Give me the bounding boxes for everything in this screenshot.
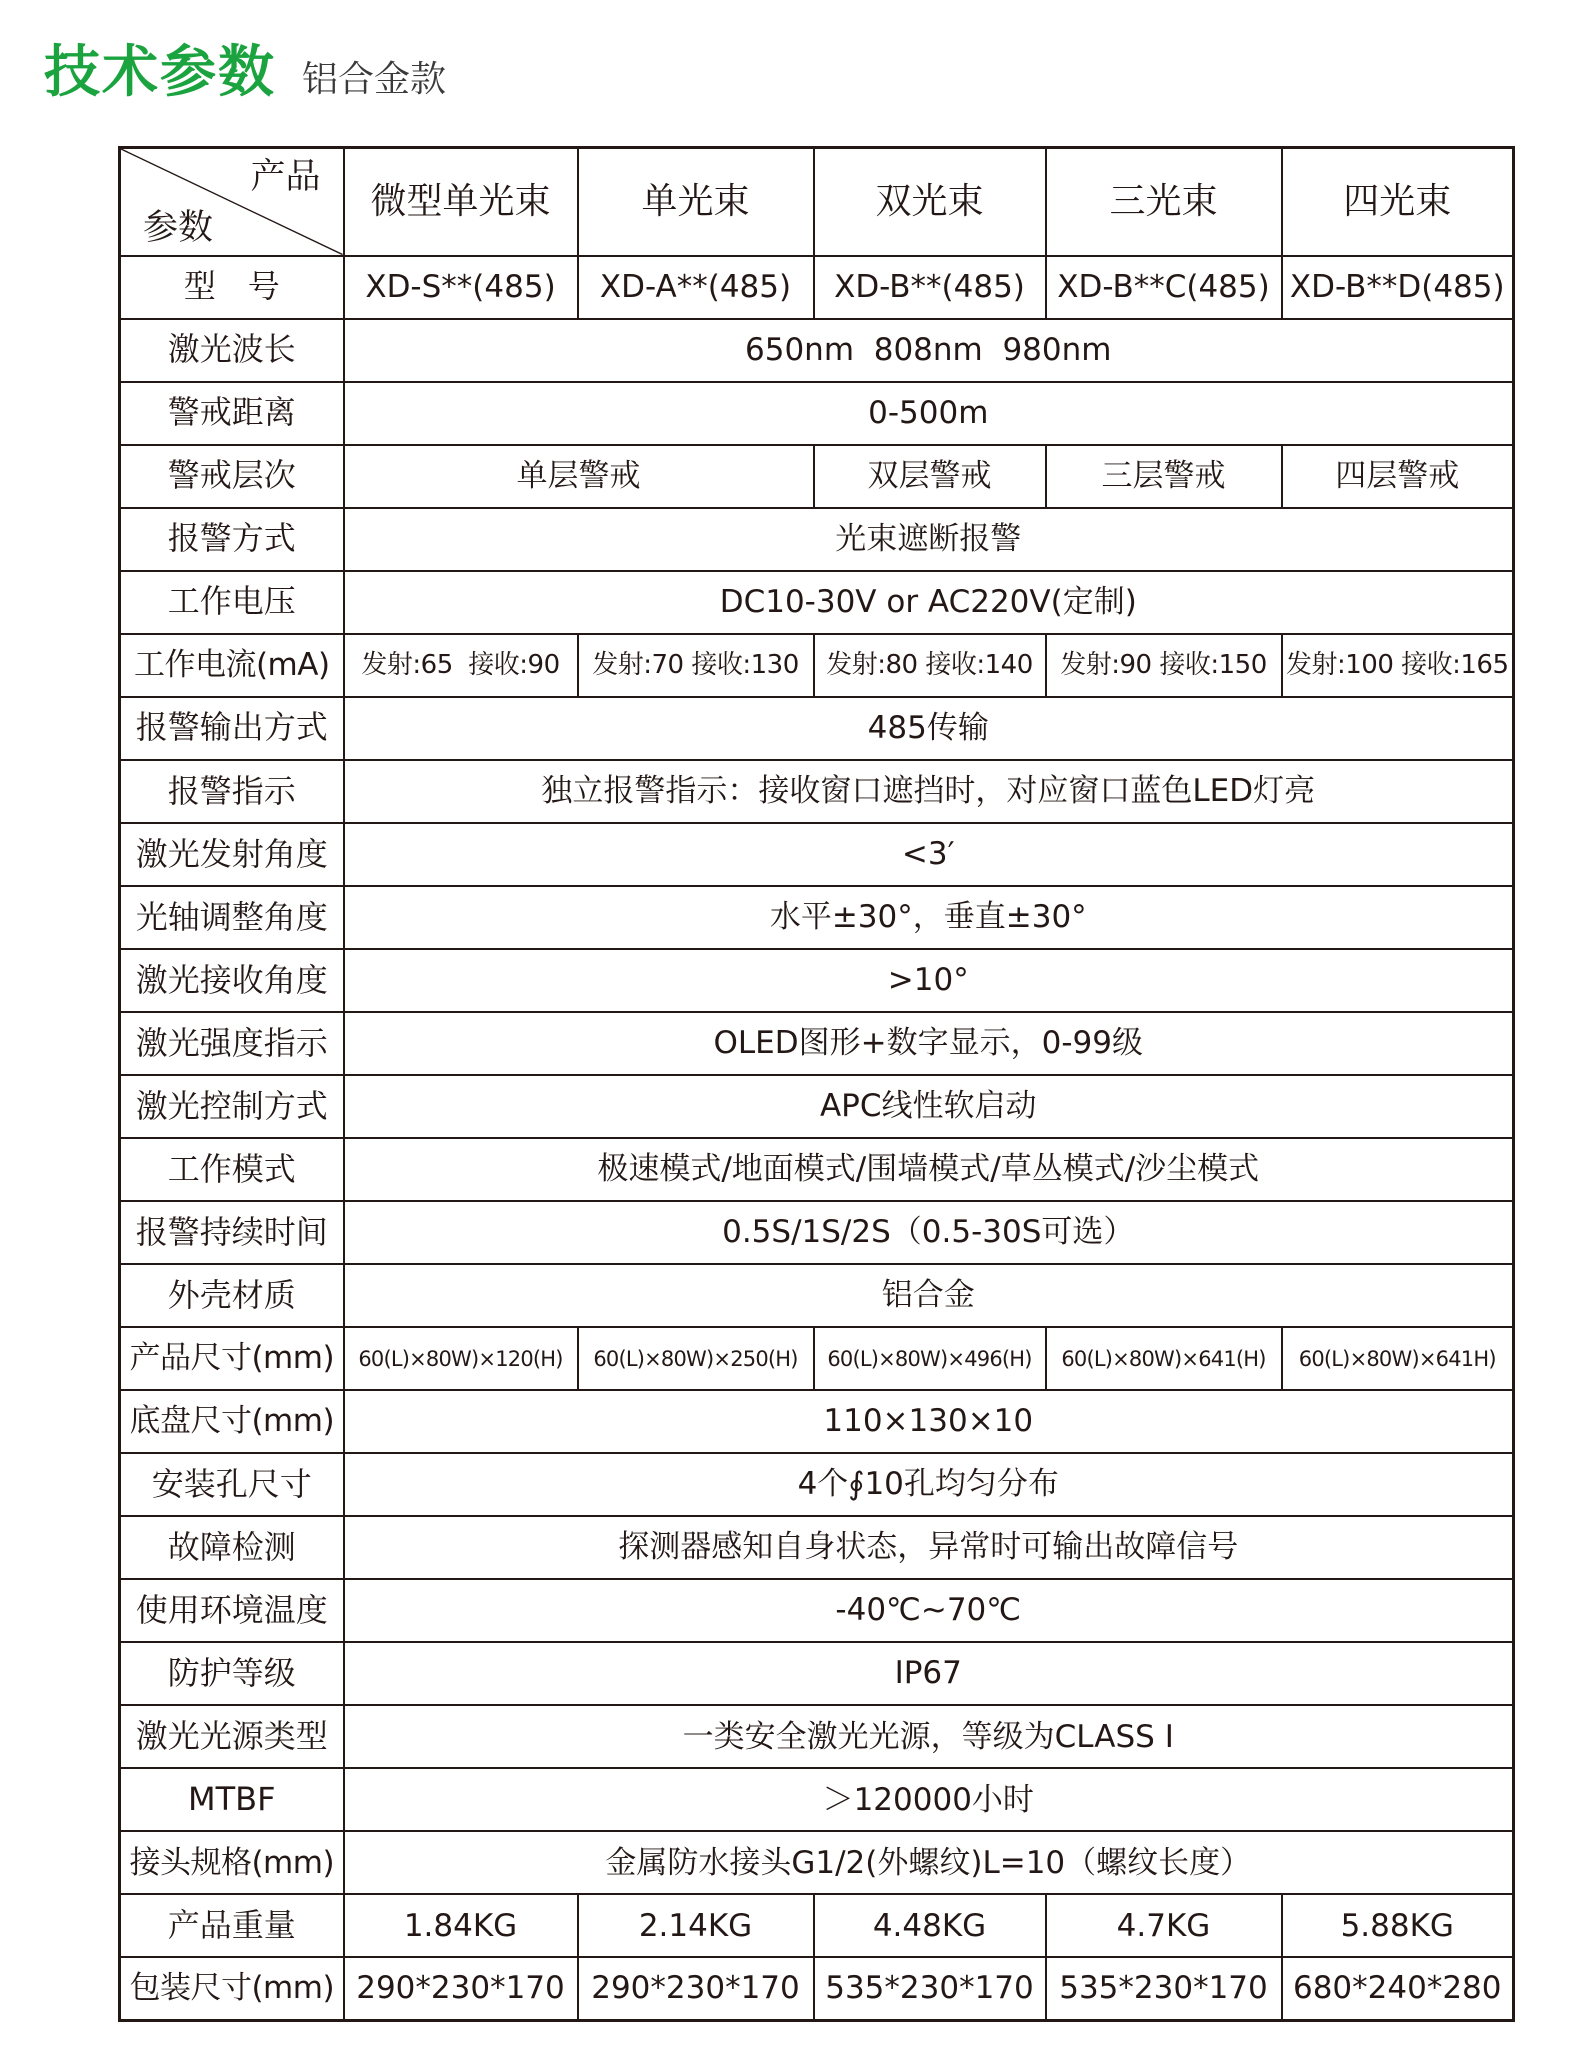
param-label: 报警输出方式: [120, 697, 344, 760]
product-header: 双光束: [814, 148, 1046, 256]
page-header: [44, 28, 446, 108]
value-cell: 290*230*170: [578, 1957, 814, 2020]
table-row: [120, 319, 1514, 382]
value-cell: 发射:90 接收:150: [1046, 634, 1282, 697]
param-label: 报警持续时间: [120, 1201, 344, 1264]
param-label: MTBF: [120, 1768, 344, 1831]
corner-cell: [120, 148, 344, 256]
page-subtitle: 铝合金款: [302, 59, 447, 100]
table-row: [120, 886, 1514, 949]
table-row: [120, 571, 1514, 634]
param-label: 底盘尺寸(mm): [120, 1390, 344, 1453]
param-label: 激光控制方式: [120, 1075, 344, 1138]
value-cell: 60(L)×80W)×641(H): [1046, 1327, 1282, 1390]
table-row: [120, 1579, 1514, 1642]
value-cell: 探测器感知自身状态，异常时可输出故障信号: [344, 1516, 1514, 1579]
table-row: [120, 1831, 1514, 1894]
table-row: [120, 508, 1514, 571]
value-cell: 发射:80 接收:140: [814, 634, 1046, 697]
table-row: [120, 1201, 1514, 1264]
value-cell: OLED图形+数字显示，0-99级: [344, 1012, 1514, 1075]
param-label: 报警方式: [120, 508, 344, 571]
value-cell: 60(L)×80W)×496(H): [814, 1327, 1046, 1390]
table-row: [120, 1012, 1514, 1075]
value-cell: 650nm 808nm 980nm: [344, 319, 1514, 382]
table-row: [120, 760, 1514, 823]
value-cell: <3′: [344, 823, 1514, 886]
value-cell: 光束遮断报警: [344, 508, 1514, 571]
product-header: 四光束: [1282, 148, 1514, 256]
value-cell: IP67: [344, 1642, 1514, 1705]
model-cell: XD-B**(485): [814, 256, 1046, 319]
param-label: 安装孔尺寸: [120, 1453, 344, 1516]
product-header: 微型单光束: [344, 148, 578, 256]
value-cell: 独立报警指示：接收窗口遮挡时，对应窗口蓝色LED灯亮: [344, 760, 1514, 823]
corner-product-label: 产品: [250, 157, 321, 197]
param-label: 警戒距离: [120, 382, 344, 445]
table-row: [120, 1075, 1514, 1138]
value-cell: 4.7KG: [1046, 1894, 1282, 1957]
value-cell: 一类安全激光光源，等级为CLASS Ⅰ: [344, 1705, 1514, 1768]
value-cell: 水平±30°，垂直±30°: [344, 886, 1514, 949]
corner-param-label: 参数: [143, 207, 214, 248]
param-label: 工作模式: [120, 1138, 344, 1201]
param-label: 产品重量: [120, 1894, 344, 1957]
table-row: [120, 634, 1514, 697]
value-cell: 双层警戒: [814, 445, 1046, 508]
param-label: 报警指示: [120, 760, 344, 823]
value-cell: 发射:100 接收:165: [1282, 634, 1514, 697]
value-cell: 0.5S/1S/2S（0.5-30S可选）: [344, 1201, 1514, 1264]
value-cell: APC线性软启动: [344, 1075, 1514, 1138]
value-cell: >10°: [344, 949, 1514, 1012]
table-row: [120, 949, 1514, 1012]
table-row: [120, 1894, 1514, 1957]
param-label: 警戒层次: [120, 445, 344, 508]
product-header: 三光束: [1046, 148, 1282, 256]
table-row: [120, 1642, 1514, 1705]
value-cell: 5.88KG: [1282, 1894, 1514, 1957]
table-row: [120, 1453, 1514, 1516]
value-cell: 四层警戒: [1282, 445, 1514, 508]
table-row: [120, 445, 1514, 508]
value-cell: 0-500m: [344, 382, 1514, 445]
value-cell: 4个∮10孔均匀分布: [344, 1453, 1514, 1516]
param-label: 光轴调整角度: [120, 886, 344, 949]
param-label: 包装尺寸(mm): [120, 1957, 344, 2020]
param-label: 产品尺寸(mm): [120, 1327, 344, 1390]
table-row: [120, 1390, 1514, 1453]
value-cell: 2.14KG: [578, 1894, 814, 1957]
param-label: 激光光源类型: [120, 1705, 344, 1768]
value-cell: 290*230*170: [344, 1957, 578, 2020]
table-row: [120, 1516, 1514, 1579]
param-label: 激光发射角度: [120, 823, 344, 886]
value-cell: 110×130×10: [344, 1390, 1514, 1453]
table-row: [120, 1327, 1514, 1390]
param-label: 外壳材质: [120, 1264, 344, 1327]
value-cell: 发射:65 接收:90: [344, 634, 578, 697]
param-label: 激光波长: [120, 319, 344, 382]
value-cell: 4.48KG: [814, 1894, 1046, 1957]
param-label: 工作电压: [120, 571, 344, 634]
value-cell: 60(L)×80W)×641H): [1282, 1327, 1514, 1390]
value-cell: 金属防水接头G1/2(外螺纹)L=10（螺纹长度）: [344, 1831, 1514, 1894]
product-header: 单光束: [578, 148, 814, 256]
table-row: [120, 823, 1514, 886]
param-label: 激光强度指示: [120, 1012, 344, 1075]
model-cell: XD-A**(485): [578, 256, 814, 319]
value-cell: 60(L)×80W)×250(H): [578, 1327, 814, 1390]
value-cell: 485传输: [344, 697, 1514, 760]
model-cell: XD-B**C(485): [1046, 256, 1282, 319]
param-label: 接头规格(mm): [120, 1831, 344, 1894]
value-cell: 发射:70 接收:130: [578, 634, 814, 697]
value-cell: 铝合金: [344, 1264, 1514, 1327]
table-row: [120, 1138, 1514, 1201]
table-row: [120, 1264, 1514, 1327]
value-cell: 680*240*280: [1282, 1957, 1514, 2020]
param-label: 工作电流(mA): [120, 634, 344, 697]
value-cell: 60(L)×80W)×120(H): [344, 1327, 578, 1390]
value-cell: 1.84KG: [344, 1894, 578, 1957]
param-label: 型 号: [120, 256, 344, 319]
table-row: [120, 382, 1514, 445]
value-cell: 极速模式/地面模式/围墙模式/草丛模式/沙尘模式: [344, 1138, 1514, 1201]
value-cell: ＞120000小时: [344, 1768, 1514, 1831]
table-row: [120, 697, 1514, 760]
page-title: 技术参数: [44, 40, 276, 105]
table-row: [120, 1705, 1514, 1768]
value-cell: 三层警戒: [1046, 445, 1282, 508]
value-cell: 535*230*170: [1046, 1957, 1282, 2020]
value-cell: 单层警戒: [344, 445, 814, 508]
model-cell: XD-B**D(485): [1282, 256, 1514, 319]
value-cell: 535*230*170: [814, 1957, 1046, 2020]
param-label: 故障检测: [120, 1516, 344, 1579]
param-label: 使用环境温度: [120, 1579, 344, 1642]
table-row: [120, 256, 1514, 319]
table-row: [120, 1957, 1514, 2020]
value-cell: -40℃~70℃: [344, 1579, 1514, 1642]
value-cell: DC10-30V or AC220V(定制): [344, 571, 1514, 634]
table-header-row: [120, 148, 1514, 256]
table-row: [120, 1768, 1514, 1831]
model-cell: XD-S**(485): [344, 256, 578, 319]
spec-table: [118, 146, 1515, 2022]
param-label: 防护等级: [120, 1642, 344, 1705]
param-label: 激光接收角度: [120, 949, 344, 1012]
